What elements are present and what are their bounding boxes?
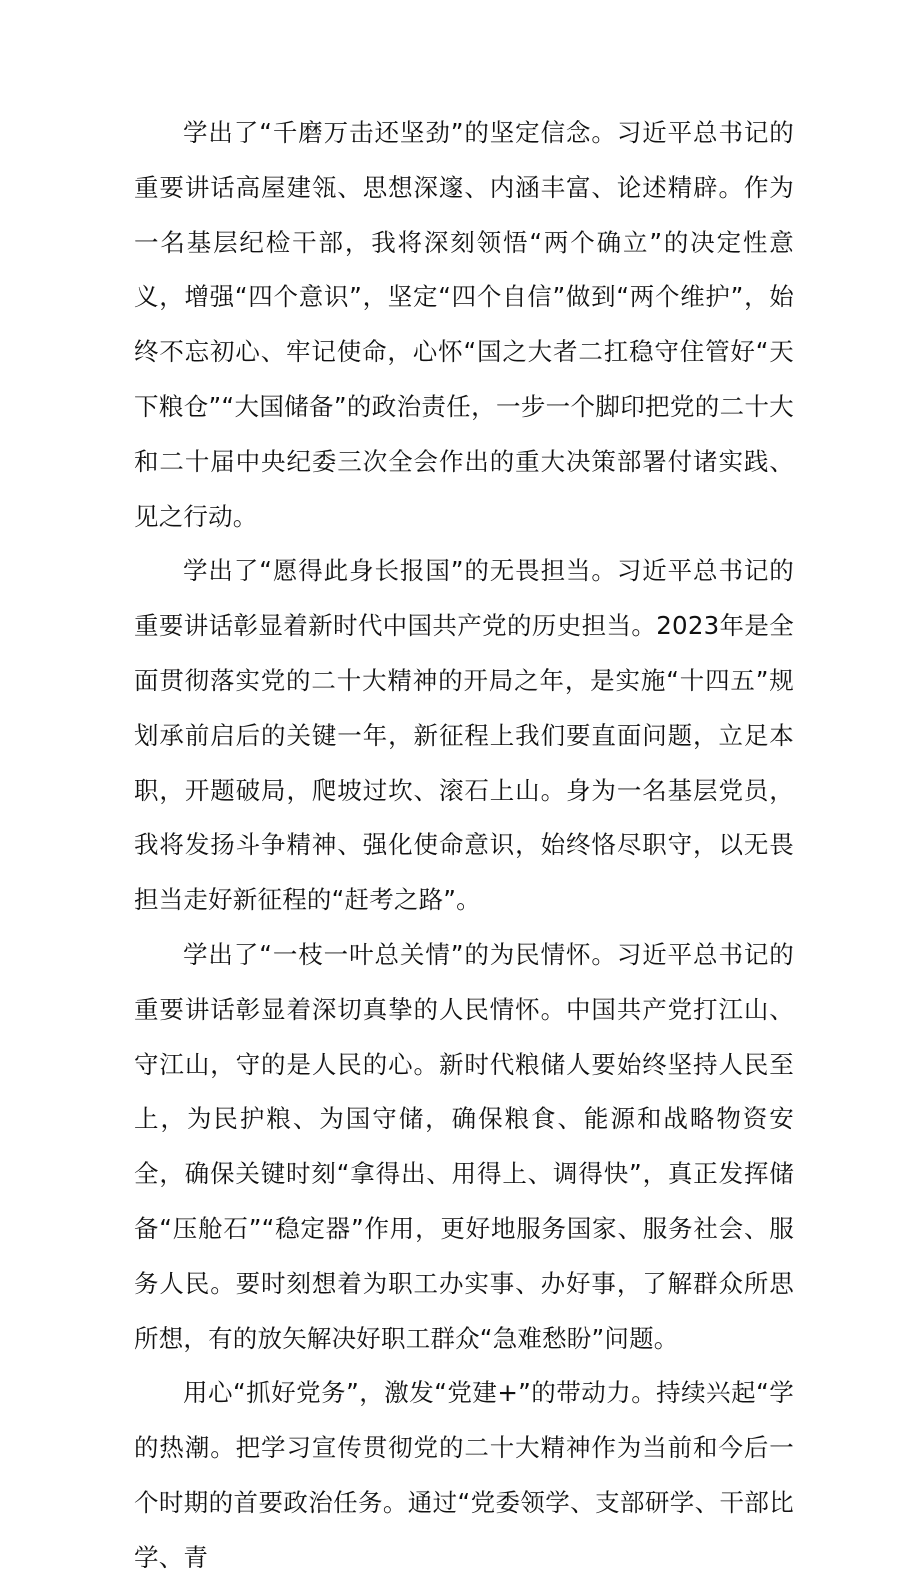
paragraph-2: 学出了“愿得此身长报国”的无畏担当。习近平总书记的重要讲话彰显着新时代中国共产党的历史担当。2023年是全面贯彻落实党的二十大精神的开局之年，是实施“十四五”规划承前启后的关键一年，新征程上我们要直面问题，立足本职，开题破局，爬坡过坎、滚石上山。身为一名基层党员，我将发扬斗争精神、强化使命意识，始终恪尽职守，以无畏担当走好新征程的“赶考之路”。 [134, 556, 794, 915]
paragraph-1: 学出了“千磨万击还坚劲”的坚定信念。习近平总书记的重要讲话高屋建瓴、思想深邃、内涵丰富、论述精辟。作为一名基层纪检干部，我将深刻领悟“两个确立”的决定性意义，增强“四个意识”，坚定“四个自信”做到“两个维护”，始终不忘初心、牢记使命，心怀“国之大者二扛稳守住管好“天下粮仓”“大国储备”的政治责任，一步一个脚印把党的二十大和二十届中央纪委三次全会作出的重大决策部署付诸实践、见之行动。 [134, 118, 794, 531]
paragraph-4: 用心“抓好党务”，激发“党建+”的带动力。持续兴起“学的热潮。把学习宣传贯彻党的二十大精神作为当前和今后一个时期的首要政治任务。通过“党委领学、支部研学、干部比学、青 [134, 1378, 794, 1572]
document-body [134, 106, 794, 1586]
paragraph-3: 学出了“一枝一叶总关情”的为民情怀。习近平总书记的重要讲话彰显着深切真挚的人民情怀。中国共产党打江山、守江山，守的是人民的心。新时代粮储人要始终坚持人民至上，为民护粮、为国守储，确保粮食、能源和战略物资安全，确保关键时刻“拿得出、用得上、调得快”，真正发挥储备“压舱石”“稳定器”作用，更好地服务国家、服务社会、服务人民。要时刻想着为职工办实事、办好事，了解群众所思所想，有的放矢解决好职工群众“急难愁盼”问题。 [134, 939, 794, 1353]
